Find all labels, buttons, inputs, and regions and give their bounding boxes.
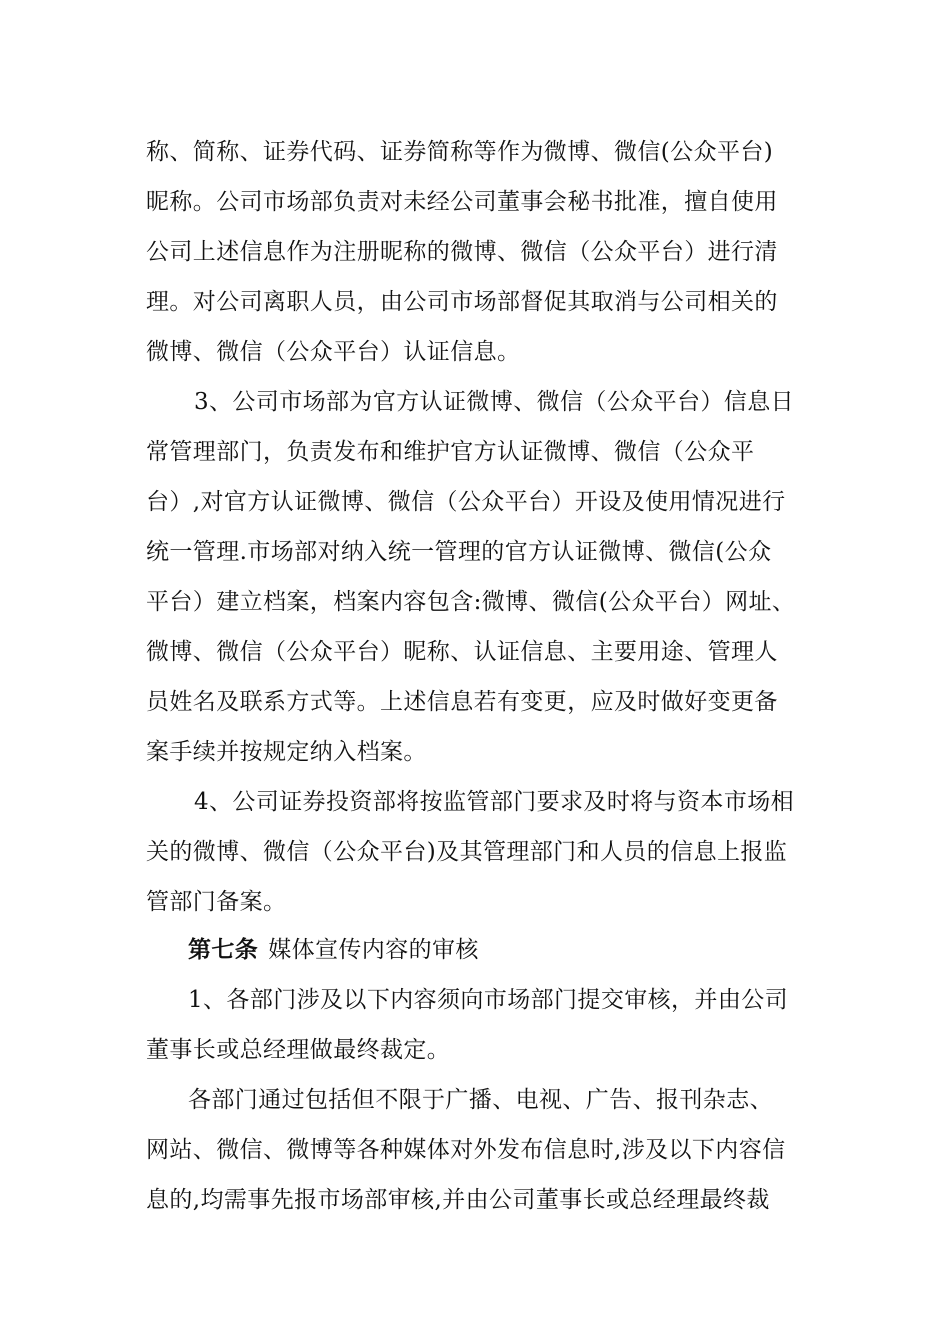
- paragraph-start-line: 1、各部门涉及以下内容须向市场部门提交审核，并由公司: [188, 987, 789, 1013]
- text-line: 息的,均需事先报市场部审核,并由公司董事长或总经理最终裁: [146, 1187, 770, 1213]
- text-line: 网站、微信、微博等各种媒体对外发布信息时,涉及以下内容信: [146, 1137, 786, 1163]
- text-line: 昵称。公司市场部负责对未经公司董事会秘书批准，擅自使用: [146, 189, 778, 215]
- text-line: 案手续并按规定纳入档案。: [146, 739, 427, 765]
- text-line: 管部门备案。: [146, 889, 287, 915]
- text-line: 理。对公司离职人员，由公司市场部督促其取消与公司相关的: [146, 289, 778, 315]
- text-line: 关的微博、微信（公众平台)及其管理部门和人员的信息上报监: [146, 839, 788, 865]
- article-subtitle: 媒体宣传内容的审核: [268, 937, 479, 963]
- article-title: 第七条: [188, 937, 259, 963]
- text-line: 称、简称、证券代码、证券简称等作为微博、微信(公众平台): [146, 139, 774, 165]
- article-heading: [188, 935, 479, 965]
- paragraph-start-line: 各部门通过包括但不限于广播、电视、广告、报刊杂志、: [188, 1087, 773, 1113]
- text-line: 平台）建立档案，档案内容包含:微博、微信(公众平台）网址、: [146, 589, 796, 615]
- text-line: 董事长或总经理做最终裁定。: [146, 1037, 451, 1063]
- text-line: 微博、微信（公众平台）认证信息。: [146, 339, 521, 365]
- paragraph-start-line: 4、公司证券投资部将按监管部门要求及时将与资本市场相: [194, 789, 795, 815]
- text-line: 统一管理.市场部对纳入统一管理的官方认证微博、微信(公众: [146, 539, 772, 565]
- text-line: 微博、微信（公众平台）昵称、认证信息、主要用途、管理人: [146, 639, 778, 665]
- text-line: 台）,对官方认证微博、微信（公众平台）开设及使用情况进行: [146, 489, 786, 515]
- text-line: 员姓名及联系方式等。上述信息若有变更，应及时做好变更备: [146, 689, 778, 715]
- text-line: 公司上述信息作为注册昵称的微博、微信（公众平台）进行清: [146, 239, 778, 265]
- paragraph-start-line: 3、公司市场部为官方认证微博、微信（公众平台）信息日: [194, 389, 795, 415]
- text-line: 常管理部门，负责发布和维护官方认证微博、微信（公众平: [146, 439, 755, 465]
